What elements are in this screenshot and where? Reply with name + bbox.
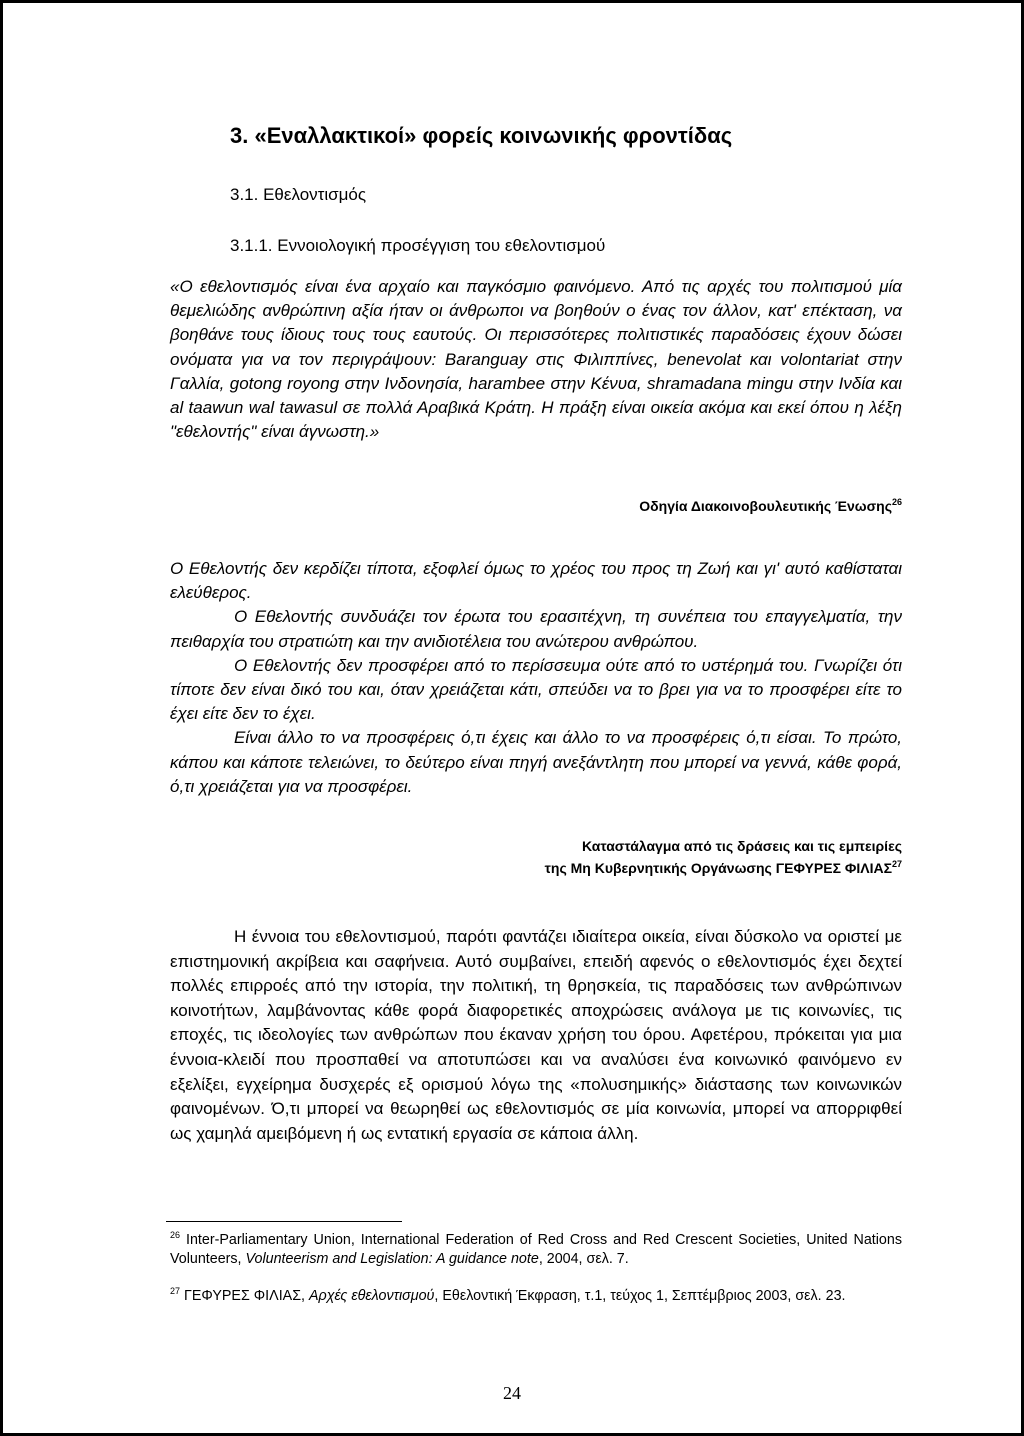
- footnote-26-title: Volunteerism and Legislation: A guidance note: [245, 1250, 539, 1267]
- body-paragraph: Η έννοια του εθελοντισμού, παρότι φαντάζει ιδιαίτερα οικεία, είναι δύσκολο να οριστεί με επιστημονική ακρίβεια και σαφήνεια. Αυτό συμβαίνει, επειδή αφενός ο εθελοντισμός έχει δεχτεί πολλές επιρροές από την ιστορία, την πολιτική, τη θρησκεία, τις παραδόσεις των ανθρώπινων κοινοτήτων, λαμβάνοντας κάθε φορά διαφορετικές αποχρώσεις ανάλογα με τις κοινωνίες, τις εποχές, τις ιδεολογίες των ανθρώπων που έκαναν χρήση του όρου. Αφετέρου, πρόκειται για μια έννοια-κλειδί που προσπαθεί να αποτυπώσει και να αναλύσει ένα κοινωνικό φαινόμενο εν εξελίξει, εγχείρημα δυσχερές εξ ορισμού λόγω της «πολυσημικής» διάστασης των κοινωνικών φαινομένων. Ό,τι μπορεί να θεωρηθεί ως εθελοντισμός σε μία κοινωνία, μπορεί να απορριφθεί ως χαμηλά αμειβόμενη ή ως εντατική εργασία σε κάποια άλλη.: [170, 927, 902, 1143]
- section-heading: 3.1. Εθελοντισμός: [230, 185, 367, 204]
- footnote-27-text-b: , Εθελοντική Έκφραση, τ.1, τεύχος 1, Σεπτέμβριος 2003, σελ. 23.: [434, 1288, 846, 1304]
- quote-2-paragraph: Ο Εθελοντής συνδυάζει τον έρωτα του ερασιτέχνη, τη συνέπεια του επαγγελματία, την πειθαρχία του στρατιώτη και την ανιδιοτέλεια του ανώτερου ανθρώπου.: [170, 607, 902, 651]
- quote-2: [170, 557, 902, 799]
- footnote-26-text-a: Inter-Parliamentary Union, International Federation of Red Cross and Red Crescent Societies, United Nations Volunteers,: [170, 1232, 902, 1267]
- footnote-27: [170, 1287, 902, 1306]
- footnote-26-number: 26: [170, 1230, 181, 1240]
- footnote-27-text-a: ΓΕΦΥΡΕΣ ΦΙΛΙΑΣ,: [184, 1288, 309, 1304]
- page-number: 24: [503, 1383, 521, 1403]
- footnote-ref-27: 27: [891, 859, 902, 869]
- footnote-27-title: Αρχές εθελοντισμού: [309, 1288, 435, 1304]
- quote-2-paragraph: Είναι άλλο το να προσφέρεις ό,τι έχεις και άλλο το να προσφέρεις ό,τι είσαι. Το πρώτο, κάπου και κάποτε τελειώνει, το δεύτερο είναι πηγή ανεξάντλητη που μπορεί να γεννά, κάθε φορά, ό,τι χρειάζεται για να προσφέρει.: [170, 728, 902, 796]
- quote-2-attribution-line2-wrap: [170, 857, 902, 879]
- quote-2-attribution: [170, 835, 902, 879]
- quote-1: «Ο εθελοντισμός είναι ένα αρχαίο και παγκόσμιο φαινόμενο. Από τις αρχές του πολιτισμού μία θεμελιώδης ανθρώπινη αξία ήταν οι άνθρωποι να βοηθούν ο ένας τον άλλον, κατ' επέκταση, να βοηθάνε τους ίδιους τους τους εαυτούς. Οι περισσότερες πολιτιστικές παραδόσεις έχουν δώσει ονόματα για να τον περιγράψουν: Baranguay στις Φιλιππίνες, benevolat και volontariat στην Γαλλία, gotong royong στην Ινδονησία, harambee στην Κένυα, shramadana mingu στην Ινδία και al taawun wal tawasul σε πολλά Αραβικά Κράτη. Η πράξη είναι οικεία ακόμα και εκεί όπου η λέξη "εθελοντής" είναι άγνωστη.»: [170, 277, 902, 442]
- footnote-27-number: 27: [170, 1286, 181, 1296]
- footnote-separator: [166, 1221, 402, 1222]
- document-page: [3, 3, 1021, 1433]
- footnote-26: [170, 1231, 902, 1268]
- footnote-26-text-b: , 2004, σελ. 7.: [538, 1250, 629, 1267]
- quote-1-attribution: [170, 498, 902, 514]
- chapter-heading: 3. «Εναλλακτικοί» φορείς κοινωνικής φροντίδας: [230, 123, 733, 148]
- subsection-heading: 3.1.1. Εννοιολογική προσέγγιση του εθελοντισμού: [230, 236, 606, 255]
- footnote-ref-26: 26: [891, 497, 902, 507]
- quote-2-paragraph: Ο Εθελοντής δεν προσφέρει από το περίσσευμα ούτε από το υστέρημά του. Γνωρίζει ότι τίποτε δεν είναι δικό του και, όταν χρειάζεται κάτι, σπεύδει να το βρει για να το προσφέρει είτε το έχει είτε δεν το έχει.: [170, 655, 902, 724]
- quote-2-attribution-line1: Καταστάλαγμα από τις δράσεις και τις εμπειρίες: [581, 838, 902, 854]
- quote-1-attribution-text: Οδηγία Διακοινοβουλευτικής Ένωσης: [639, 498, 892, 514]
- quote-2-attribution-line2: της Μη Κυβερνητικής Οργάνωσης ΓΕΦΥΡΕΣ ΦΙΛΙΑΣ: [544, 860, 892, 876]
- quote-2-paragraph: Ο Εθελοντής δεν κερδίζει τίποτα, εξοφλεί όμως το χρέος του προς τη Ζωή και γι' αυτό καθίσταται ελεύθερος.: [170, 559, 902, 603]
